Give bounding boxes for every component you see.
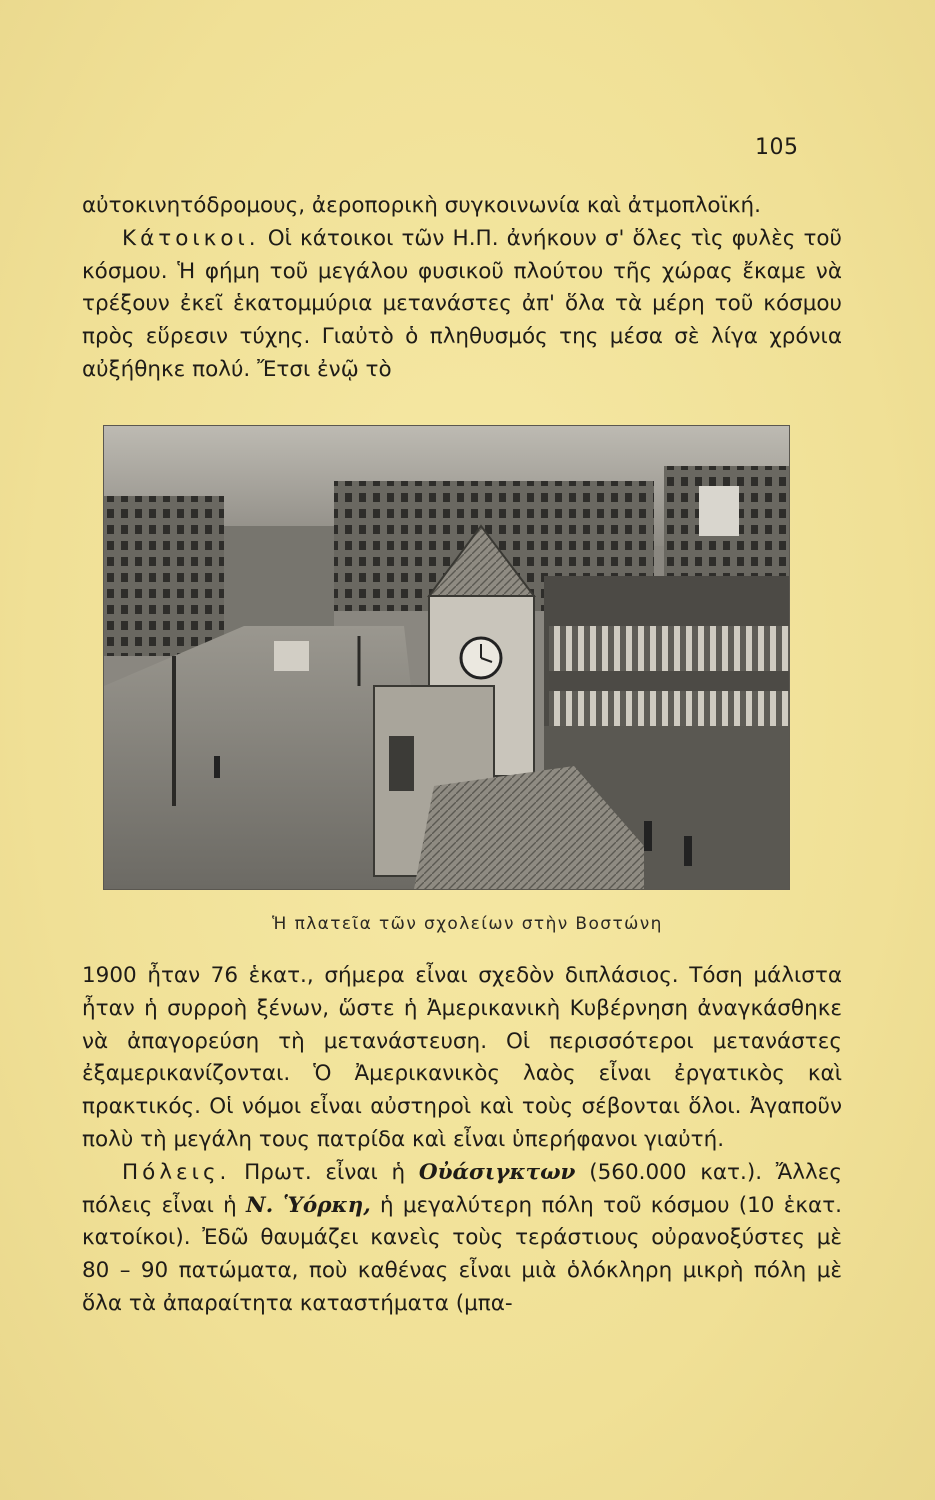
city-new-york: Ν. Ὑόρκη, — [246, 1192, 371, 1218]
inhabitants-heading: Κάτοικοι. — [122, 225, 260, 251]
boston-square-photo — [103, 425, 790, 890]
inhabitants-paragraph — [82, 223, 842, 387]
cities-paragraph — [82, 1157, 842, 1321]
cities-text-a: Πρωτ. εἶναι ἡ — [244, 1159, 406, 1185]
bottom-text-block — [82, 960, 842, 1321]
cities-text-b: (560.000 κατ.). Ἄλλες πόλεις εἶναι ἡ — [82, 1159, 842, 1218]
city-washington: Οὐάσιγκτων — [418, 1159, 576, 1185]
population-paragraph: 1900 ἦταν 76 ἑκατ., σήμερα εἶναι σχεδὸν διπλάσιος. Τόση μάλιστα ἦταν ἡ συρροὴ ξένων, ὥστε ἡ Ἀμερικανικὴ Κυβέρνηση ἀναγκάσθηκε νὰ ἀπαγορεύση τὴ μετανάστευση. Οἱ περισσότεροι μετανάστες ἐξαμερικανίζονται. Ὁ Ἀμερικανικὸς λαὸς εἶναι ἐργατικὸς καὶ πρακτικός. Οἱ νόμοι εἶναι αὐστηροὶ καὶ τοὺς σέβονται ὅλοι. Ἀγαποῦν πολὺ τὴ μεγάλη τους πατρίδα καὶ εἶναι ὑπερήφανοι γιαὐτή. — [82, 963, 842, 1152]
page-number: 105 — [755, 135, 799, 160]
top-text-block — [82, 190, 842, 387]
photo-caption: Ἡ πλατεῖα τῶν σχολείων στὴν Βοστώνη — [272, 914, 663, 934]
top-line: αὐτοκινητόδρομους, ἀεροπορικὴ συγκοινωνία καὶ ἀτμοπλοϊκή. — [82, 193, 761, 218]
inhabitants-text: Οἱ κάτοικοι τῶν Η.Π. ἀνήκουν σ' ὅλες τὶς φυλὲς τοῦ κόσμου. Ἡ φήμη τοῦ μεγάλου φυσικοῦ πλούτου τῆς χώρας ἔκαμε νὰ τρέξουν ἐκεῖ ἑκατομμύρια μετανάστες ἀπ' ὅλα τὰ μέρη τοῦ κόσμου πρὸς εὕρεσιν τύχης. Γιαὐτὸ ὁ πληθυσμός της μέσα σὲ λίγα χρόνια αὐξήθηκε πολύ. Ἔτσι ἐνῷ τὸ — [82, 225, 842, 382]
cities-heading: Πόλεις. — [122, 1159, 231, 1185]
cities-text-c: ἡ μεγαλύτερη πόλη τοῦ κόσμου (10 ἑκατ. κατοίκοι). Ἐδῶ θαυμάζει κανεὶς τοὺς τεράστιους οὐρανοξύστες μὲ 80 – 90 πατώματα, ποὺ καθένας εἶναι μιὰ ὁλόκληρη μικρὴ πόλη μὲ ὅλα τὰ ἀπαραίτητα καταστήματα (μπα- — [82, 1192, 842, 1316]
